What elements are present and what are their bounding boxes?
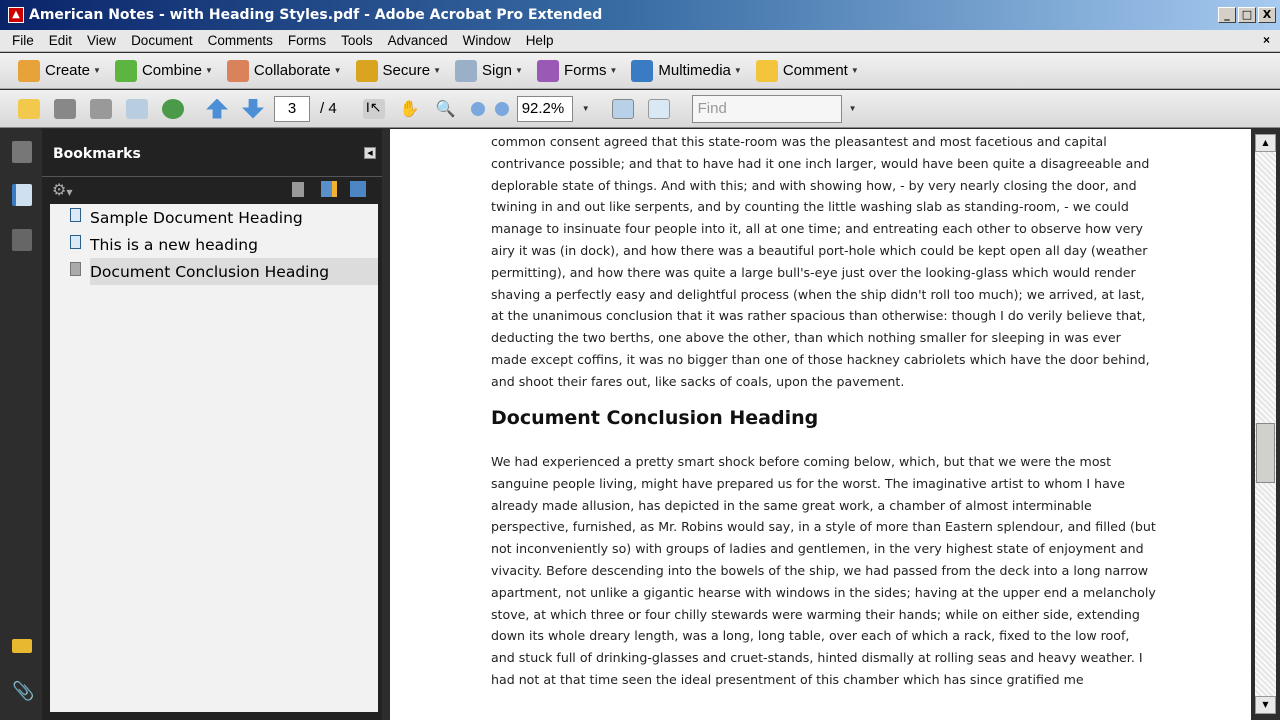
acrobat-app-icon: ▲ [8, 7, 24, 23]
bookmark-item[interactable]: Sample Document Heading [50, 204, 378, 231]
task-button-comment[interactable] [756, 60, 859, 82]
menu-document[interactable]: Document [131, 33, 193, 48]
panel-splitter[interactable] [382, 129, 390, 720]
combine-icon [115, 60, 137, 82]
bookmark-list [50, 204, 378, 712]
fit-width-icon[interactable] [612, 99, 634, 119]
task-button-secure[interactable] [356, 60, 441, 82]
page-number-input[interactable]: 3 [274, 96, 310, 122]
maximize-button[interactable]: □ [1238, 7, 1256, 23]
collaborate-icon [227, 60, 249, 82]
page-total: / 4 [320, 100, 337, 117]
dropdown-caret-icon: ▼ [433, 66, 441, 75]
attachments-icon[interactable]: 📎 [12, 681, 35, 702]
print-icon[interactable] [54, 99, 76, 119]
body-paragraph: common consent agreed that this state-room was the pleasantest and most facetious and capital contrivance possible; and that to have had it one inch larger, would have been quite a disagreeable and deplorable state of things. And with this; and with showing how, - by very nearly closing the door, and twining in and out like serpents, and by counting the little washing slab as standing-room, - we could manage to insinuate four people into it, all at one time; and entreating each other to observe how very airy it was (in dock), and how there was a beautiful port-hole which could be kept open all day (weather permitting), and how there was quite a large bull's-eye just over the looking-glass which would render shaving a perfectly easy and delightful process (when the ship didn't roll too much); we arrived, at last, at the unanimous conclusion that it was rather spacious than otherwise: though I do verily believe that, deducting the two berths, one above the other, than which nothing smaller for sleeping in was ever made except coffins, it was no bigger than one of those hackney cabriolets which have the door behind, and shoot their fares out, like sacks of coals, upon the pavement. [491, 134, 1150, 389]
scroll-down-button[interactable]: ▼ [1255, 696, 1276, 714]
signatures-icon[interactable] [12, 229, 32, 251]
dropdown-caret-icon: ▼ [850, 66, 859, 75]
task-label: Forms [563, 62, 607, 79]
find-input[interactable]: Find [692, 95, 842, 123]
dropdown-caret-icon: ▼ [204, 66, 213, 75]
open-icon[interactable] [18, 99, 40, 119]
fit-page-icon[interactable] [648, 99, 670, 119]
zoom-level-input[interactable]: 92.2% [517, 96, 573, 122]
document-page [390, 129, 1251, 720]
task-button-create[interactable] [18, 60, 101, 82]
navigation-rail [0, 129, 42, 720]
previous-page-icon[interactable] [206, 99, 228, 119]
navigation-toolbar [0, 90, 1280, 128]
task-button-collaborate[interactable] [227, 60, 342, 82]
menu-window[interactable]: Window [462, 33, 511, 48]
bookmark-item-selected[interactable]: Document Conclusion Heading [50, 258, 378, 285]
dropdown-caret-icon: ▼ [93, 66, 101, 75]
upload-icon[interactable] [162, 99, 184, 119]
select-tool-icon[interactable]: I↖ [363, 99, 385, 119]
save-icon[interactable] [90, 99, 112, 119]
menu-view[interactable]: View [87, 33, 117, 48]
new-bookmark-icon[interactable] [321, 181, 337, 197]
zoom-out-icon[interactable] [471, 102, 485, 116]
menu-help[interactable]: Help [525, 33, 554, 48]
task-button-sign[interactable] [455, 60, 523, 82]
bookmark-icon [70, 262, 81, 276]
menu-comments[interactable]: Comments [207, 33, 273, 48]
close-button[interactable]: X [1258, 7, 1276, 23]
task-label: Create [45, 62, 91, 79]
marquee-zoom-icon[interactable]: 🔍 [435, 100, 456, 118]
delete-bookmark-icon[interactable] [292, 182, 304, 197]
bookmarks-panel [42, 129, 382, 720]
menu-bar [0, 30, 1280, 52]
dropdown-caret-icon: ▼ [515, 66, 523, 75]
menu-edit[interactable]: Edit [48, 33, 73, 48]
zoom-dropdown-icon[interactable]: ▼ [581, 104, 590, 113]
task-label: Secure [382, 62, 431, 79]
comments-icon[interactable] [12, 639, 32, 653]
task-button-combine[interactable] [115, 60, 213, 82]
vertical-scrollbar[interactable] [1251, 129, 1280, 720]
pages-icon[interactable] [12, 141, 32, 163]
menu-tools[interactable]: Tools [341, 33, 373, 48]
zoom-in-icon[interactable] [495, 102, 509, 116]
dropdown-caret-icon: ▼ [333, 66, 342, 75]
comment-icon [756, 60, 778, 82]
document-heading: Document Conclusion Heading [491, 407, 819, 429]
next-page-icon[interactable] [242, 99, 264, 119]
tasks-toolbar [0, 53, 1280, 89]
dropdown-caret-icon: ▼ [733, 66, 742, 75]
pen-icon [455, 60, 477, 82]
title-bar [0, 0, 1280, 30]
body-paragraph: We had experienced a pretty smart shock before coming below, which, but that we were the most sanguine people living, might have prepared us for the worst. The imaginative artist to whom I have already made allusion, has depicted in the same great work, a chamber of almost interminable perspective, furnished, as Mr. Robins would say, in a style of more than Eastern splendour, and filled (but not inconveniently so) with groups of ladies and gentlemen, in the very highest state of enjoyment and vivacity. Before descending into the bowels of the ship, we had passed from the deck into a long narrow apartment, not unlike a gigantic hearse with windows in the sides; having at the upper end a melancholy stove, at which three or four chilly stewards were warming their hands; while on either side, extending down its whole dreary length, was a long, long table, over each of which a rack, fixed to the low roof, and stuck full of drinking-glasses and cruet-stands, hinted dismally at rolling seas and heavy weather. I had not at that time seen the ideal presentment of this chamber which has since gratified me [491, 454, 1156, 687]
scroll-up-button[interactable]: ▲ [1255, 134, 1276, 152]
create-icon [18, 60, 40, 82]
task-button-forms[interactable] [537, 60, 617, 82]
find-dropdown-icon[interactable]: ▼ [848, 104, 857, 113]
forms-icon [537, 60, 559, 82]
close-document-button[interactable]: × [1262, 33, 1270, 47]
menu-file[interactable]: File [12, 33, 34, 48]
task-label: Sign [482, 62, 513, 79]
menu-advanced[interactable]: Advanced [387, 33, 448, 48]
collapse-panel-button[interactable]: ◀ [364, 147, 376, 159]
email-icon[interactable] [126, 99, 148, 119]
bookmark-item[interactable]: This is a new heading [50, 231, 378, 258]
window-title: American Notes - with Heading Styles.pdf - Adobe Acrobat Pro Extended [29, 7, 603, 23]
task-label: Collaborate [253, 62, 331, 79]
panel-title: Bookmarks [53, 146, 141, 162]
hand-tool-icon[interactable]: ✋ [399, 100, 420, 118]
task-label: Comment [782, 62, 848, 79]
expand-bookmark-icon[interactable] [350, 181, 366, 197]
bookmark-icon [70, 208, 81, 222]
task-label: Multimedia [658, 62, 731, 79]
menu-forms[interactable]: Forms [287, 33, 327, 48]
dropdown-caret-icon: ▼ [609, 66, 618, 75]
lock-icon [356, 60, 378, 82]
bookmarks-icon[interactable] [12, 184, 32, 206]
options-gear-icon[interactable]: ⚙▼ [52, 180, 73, 199]
multimedia-icon [631, 60, 653, 82]
task-button-multimedia[interactable] [631, 60, 741, 82]
scroll-thumb[interactable] [1256, 423, 1275, 483]
task-label: Combine [141, 62, 202, 79]
minimize-button[interactable]: _ [1218, 7, 1236, 23]
bookmark-icon [70, 235, 81, 249]
